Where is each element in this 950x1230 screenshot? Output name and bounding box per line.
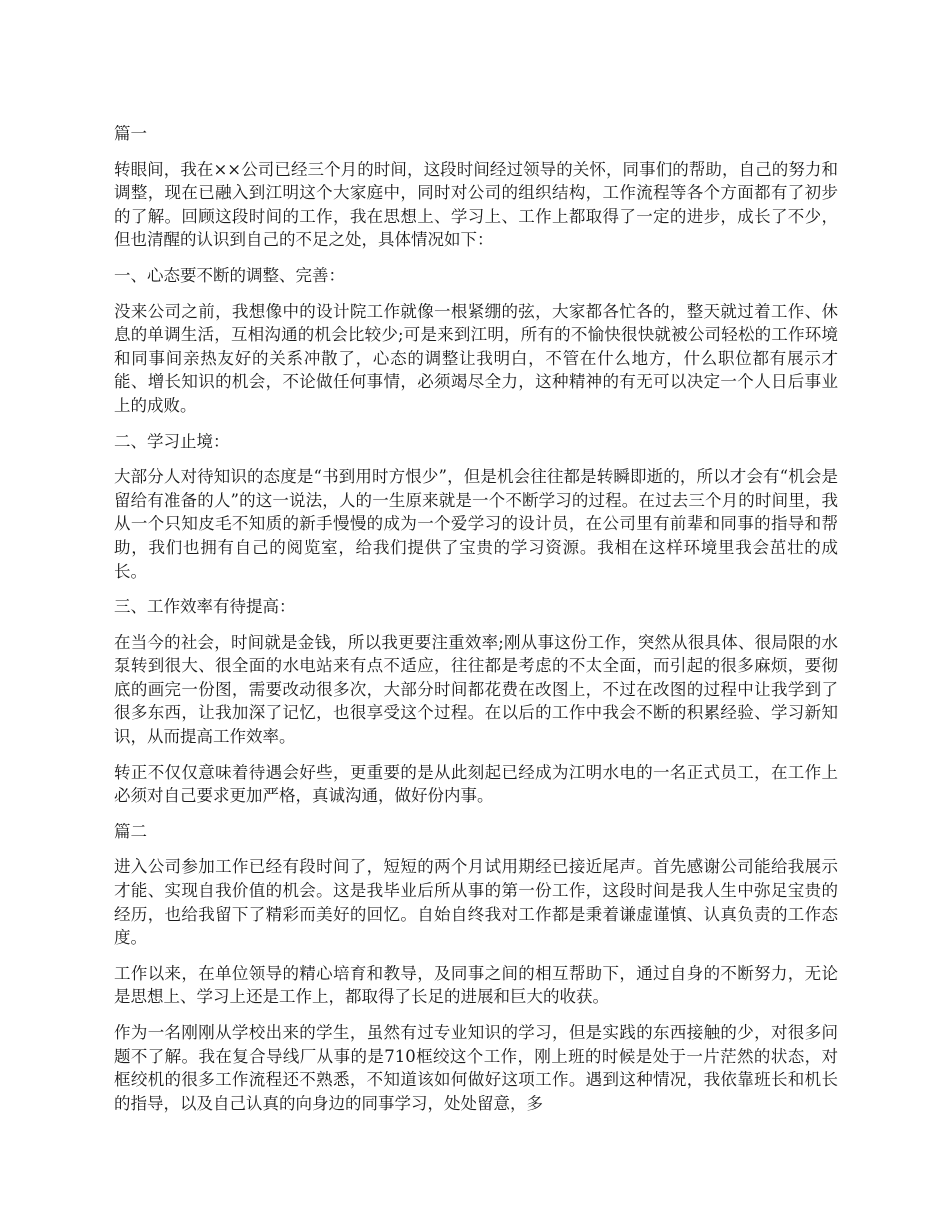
paragraph-learning: 大部分人对待知识的态度是“书到用时方恨少”，但是机会往往都是转瞬即逝的，所以才会有“机会是留给有准备的人”的这一说法，人的一生原来就是一个不断学习的过程。在过去三个月的时间里，我从一个只知皮毛不知质的新手慢慢的成为一个爱学习的设计员，在公司里有前辈和同事的指导和帮助，我们也拥有自己的阅览室，给我们提供了宝贵的学习资源。我相在这样环境里我会茁壮的成长。 <box>114 467 838 581</box>
document-body <box>114 122 838 1127</box>
subheading-mindset: 一、心态要不断的调整、完善： <box>114 265 345 285</box>
paragraph-part-two-experience: 作为一名刚刚从学校出来的学生，虽然有过专业知识的学习，但是实践的东西接触的少，对很多问题不了解。我在复合导线厂从事的是710框绞这个工作，刚上班的时候是处于一片茫然的状态，对框绞机的很多工作流程还不熟悉，不知道该如何做好这项工作。遇到这种情况，我依靠班长和机长的指导，以及自己认真的向身边的同事学习，处处留意，多 <box>114 1023 838 1113</box>
paragraph-intro: 转眼间，我在××公司已经三个月的时间，这段时间经过领导的关怀，同事们的帮助，自己的努力和调整，现在已融入到江明这个大家庭中，同时对公司的组织结构，工作流程等各个方面都有了初步的了解。回顾这段时间的工作，我在思想上、学习上、工作上都取得了一定的进步，成长了不少，但也清醒的认识到自己的不足之处，具体情况如下： <box>114 159 838 250</box>
subheading-learning: 二、学习止境： <box>114 431 230 451</box>
section-heading-part-two: 篇二 <box>114 821 147 841</box>
paragraph-conclusion: 转正不仅仅意味着待遇会好些，更重要的是从此刻起已经成为江明水电的一名正式员工，在工作上必须对自己要求更加严格，真诚沟通，做好份内事。 <box>114 762 838 806</box>
paragraph-part-two-progress: 工作以来，在单位领导的精心培育和教导，及同事之间的相互帮助下，通过自身的不断努力，无论是思想上、学习上还是工作上，都取得了长足的进展和巨大的收获。 <box>114 963 838 1007</box>
subheading-efficiency: 三、工作效率有待提高： <box>114 597 296 617</box>
paragraph-part-two-intro: 进入公司参加工作已经有段时间了，短短的两个月试用期经已接近尾声。首先感谢公司能给我展示才能、实现自我价值的机会。这是我毕业后所从事的第一份工作，这段时间是我人生中弥足宝贵的经历，也给我留下了精彩而美好的回忆。自始自终我对工作都是秉着谦虚谨慎、认真负责的工作态度。 <box>114 857 838 948</box>
section-heading-part-one: 篇一 <box>114 124 147 143</box>
paragraph-efficiency: 在当今的社会，时间就是金钱，所以我更要注重效率;刚从事这份工作，突然从很具体、很局限的水泵转到很大、很全面的水电站来有点不适应，往往都是考虑的不太全面，而引起的很多麻烦，要彻底的画完一份图，需要改动很多次，大部分时间都花费在改图上，不过在改图的过程中让我学到了很多东西，让我加深了记忆，也很享受这个过程。在以后的工作中我会不断的积累经验、学习新知识，从而提高工作效率。 <box>114 632 838 747</box>
paragraph-mindset: 没来公司之前，我想像中的设计院工作就像一根紧绷的弦，大家都各忙各的，整天就过着工作、休息的单调生活，互相沟通的机会比较少;可是来到江明，所有的不愉快很快就被公司轻松的工作环境和同事间亲热友好的关系冲散了，心态的调整让我明白，不管在什么地方，什么职位都有展示才能、增长知识的机会，不论做任何事情，必须竭尽全力，这种精神的有无可以决定一个人日后事业上的成败。 <box>114 301 838 415</box>
